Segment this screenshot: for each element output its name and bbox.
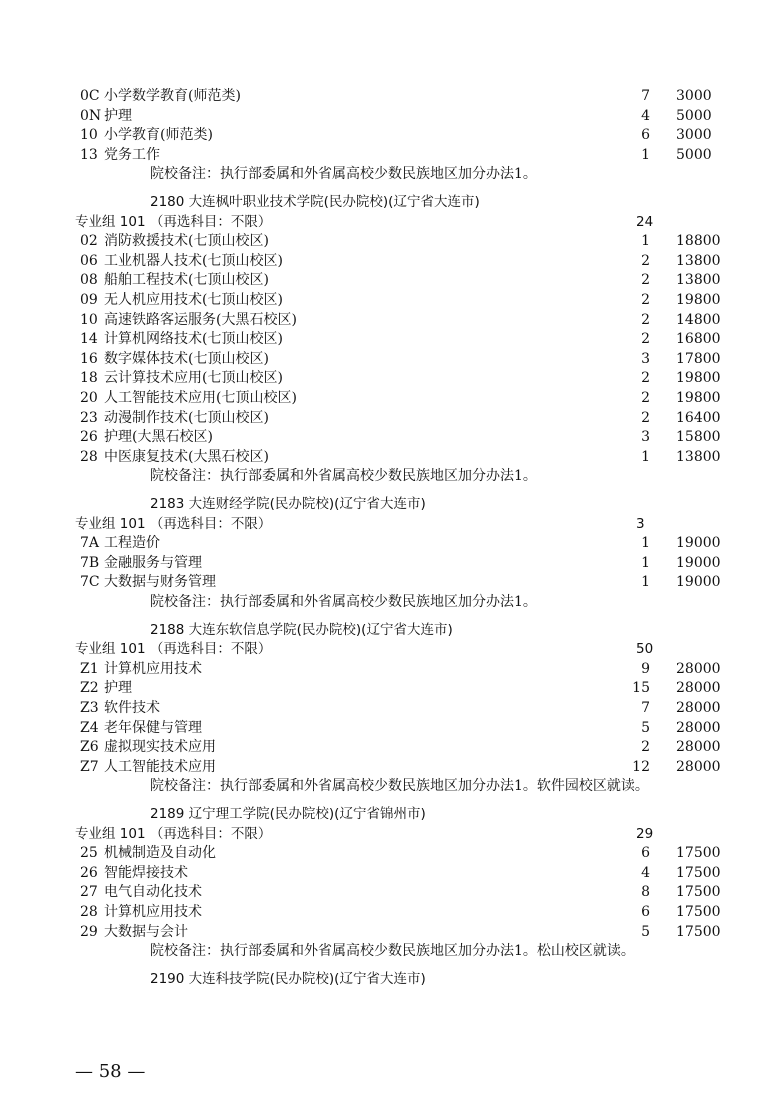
major-row (0, 349, 777, 369)
school-header-row (75, 192, 777, 212)
major-code: 14 (80, 331, 98, 348)
enrollment-count: 2 (641, 370, 650, 387)
school-title: 2190 大连科技学院(民办院校)(辽宁省大连市) (150, 970, 426, 987)
major-name: 护理 (104, 107, 132, 124)
enrollment-count: 9 (641, 660, 650, 677)
major-code: 28 (80, 448, 98, 465)
tuition-fee: 17500 (676, 864, 721, 881)
major-row (0, 843, 777, 863)
enrollment-count: 1 (641, 448, 650, 465)
major-name: 党务工作 (104, 146, 160, 163)
major-row (0, 388, 777, 408)
major-row (0, 922, 777, 942)
major-row (0, 659, 777, 679)
enrollment-count: 4 (641, 864, 650, 881)
major-code: 08 (80, 272, 98, 289)
major-name: 计算机应用技术 (104, 904, 202, 920)
enrollment-count: 3 (641, 350, 650, 367)
tuition-fee: 19000 (676, 554, 721, 571)
school-note-row (75, 941, 777, 961)
major-row (0, 329, 777, 349)
enrollment-count: 6 (641, 127, 650, 144)
major-code: 13 (80, 146, 98, 163)
major-group-label: 专业组 101 （再选科目：不限） (75, 641, 272, 658)
major-group-label: 专业组 101 （再选科目：不限） (75, 213, 272, 230)
major-code: 02 (80, 233, 98, 250)
page-number: — 58 — (75, 1061, 146, 1082)
major-code: 25 (80, 845, 98, 862)
enrollment-count: 5 (641, 719, 650, 736)
major-row (0, 106, 777, 126)
major-code: 10 (80, 311, 98, 328)
major-code: Z4 (80, 719, 99, 736)
enrollment-count: 8 (641, 884, 650, 901)
major-row (0, 678, 777, 698)
major-name: 护理(大黑石校区) (104, 429, 213, 446)
major-row (0, 902, 777, 922)
tuition-fee: 17500 (676, 923, 721, 940)
major-code: 27 (80, 884, 98, 901)
school-title: 2180 大连枫叶职业技术学院(民办院校)(辽宁省大连市) (150, 194, 480, 210)
major-code: Z1 (80, 660, 99, 677)
major-code: 0C (80, 88, 100, 104)
group-total: 3 (636, 515, 645, 532)
tuition-fee: 28000 (676, 660, 721, 677)
enrollment-count: 2 (641, 390, 650, 406)
major-name: 小学数学教育(师范类) (104, 88, 241, 104)
major-row (0, 737, 777, 757)
major-row (0, 270, 777, 290)
major-code: Z3 (80, 700, 99, 716)
enrollment-count: 1 (641, 574, 650, 591)
major-group-label: 专业组 101 （再选科目：不限） (75, 515, 272, 532)
major-row (0, 310, 777, 330)
major-name: 工程造价 (104, 535, 160, 552)
major-code: 10 (80, 127, 98, 144)
group-total: 24 (636, 213, 654, 230)
tuition-fee: 5000 (676, 146, 712, 163)
enrollment-count: 2 (641, 409, 650, 426)
major-code: 28 (80, 904, 98, 920)
major-code: 23 (80, 409, 98, 426)
major-row (0, 553, 777, 573)
tuition-fee: 28000 (676, 739, 721, 756)
tuition-fee: 3000 (676, 88, 712, 104)
major-row (0, 533, 777, 553)
major-name: 智能焊接技术 (104, 864, 188, 881)
major-row (0, 251, 777, 271)
major-name: 无人机应用技术(七顶山校区) (104, 292, 283, 308)
enrollment-count: 2 (641, 272, 650, 289)
school-note-row (75, 466, 777, 486)
tuition-fee: 14800 (676, 311, 721, 328)
major-row (0, 408, 777, 428)
major-code: 26 (80, 864, 98, 881)
enrollment-count: 1 (641, 146, 650, 163)
major-row (0, 718, 777, 738)
tuition-fee: 17800 (676, 350, 721, 367)
enrollment-count: 6 (641, 904, 650, 920)
enrollment-count: 15 (632, 680, 650, 697)
major-row (0, 231, 777, 251)
major-code: Z6 (80, 739, 99, 756)
tuition-fee: 15800 (676, 429, 721, 446)
school-note-row (75, 164, 777, 184)
major-row (0, 447, 777, 467)
major-name: 机械制造及自动化 (104, 845, 216, 862)
major-name: 电气自动化技术 (104, 884, 202, 901)
major-name: 软件技术 (104, 700, 160, 716)
major-name: 中医康复技术(大黑石校区) (104, 448, 269, 465)
major-name: 大数据与会计 (104, 923, 188, 940)
major-name: 计算机网络技术(七顶山校区) (104, 331, 283, 348)
major-code: 26 (80, 429, 98, 446)
major-code: 7B (80, 554, 100, 571)
major-code: Z7 (80, 758, 99, 775)
major-name: 虚拟现实技术应用 (104, 739, 216, 756)
major-name: 计算机应用技术 (104, 660, 202, 677)
major-code: 7C (80, 574, 100, 591)
school-note: 院校备注：执行部委属和外省属高校少数民族地区加分办法1。 (150, 594, 537, 610)
major-name: 高速铁路客运服务(大黑石校区) (104, 311, 297, 328)
group-total: 29 (636, 825, 654, 842)
enrollment-count: 7 (641, 700, 650, 716)
tuition-fee: 17500 (676, 845, 721, 862)
major-code: 29 (80, 923, 98, 940)
major-row (0, 882, 777, 902)
major-code: 7A (80, 535, 100, 552)
major-name: 大数据与财务管理 (104, 574, 216, 591)
tuition-fee: 17500 (676, 884, 721, 901)
major-name: 护理 (104, 680, 132, 697)
tuition-fee: 19800 (676, 292, 721, 308)
enrollment-count: 4 (641, 107, 650, 124)
enrollment-count: 3 (641, 429, 650, 446)
major-name: 小学教育(师范类) (104, 127, 213, 144)
school-header-row (75, 804, 777, 824)
enrollment-count: 7 (641, 88, 650, 104)
major-code: 0N (80, 107, 102, 124)
enrollment-count: 6 (641, 845, 650, 862)
major-code: 20 (80, 390, 98, 406)
major-group-row (0, 824, 777, 844)
tuition-fee: 16800 (676, 331, 721, 348)
major-name: 老年保健与管理 (104, 719, 202, 736)
school-note: 院校备注：执行部委属和外省属高校少数民族地区加分办法1。松山校区就读。 (150, 943, 635, 960)
school-note-row (75, 592, 777, 612)
major-code: Z2 (80, 680, 99, 697)
school-header-row (75, 969, 777, 989)
tuition-fee: 28000 (676, 758, 721, 775)
tuition-fee: 5000 (676, 107, 712, 124)
tuition-fee: 19000 (676, 574, 721, 591)
school-note: 院校备注：执行部委属和外省属高校少数民族地区加分办法1。 (150, 468, 537, 485)
tuition-fee: 17500 (676, 904, 721, 920)
major-code: 09 (80, 292, 98, 308)
tuition-fee: 28000 (676, 700, 721, 716)
enrollment-count: 2 (641, 292, 650, 308)
school-note-row (75, 776, 777, 796)
tuition-fee: 19800 (676, 390, 721, 406)
major-row (0, 290, 777, 310)
major-code: 16 (80, 350, 98, 367)
tuition-fee: 18800 (676, 233, 721, 250)
tuition-fee: 3000 (676, 127, 712, 144)
enrollment-count: 5 (641, 923, 650, 940)
major-name: 云计算技术应用(七顶山校区) (104, 370, 283, 387)
enrollment-count: 2 (641, 252, 650, 269)
enrollment-count: 1 (641, 554, 650, 571)
tuition-fee: 28000 (676, 719, 721, 736)
major-name: 船舶工程技术(七顶山校区) (104, 272, 269, 289)
major-name: 消防救援技术(七顶山校区) (104, 233, 269, 250)
major-row (0, 427, 777, 447)
tuition-fee: 19800 (676, 370, 721, 387)
major-row (0, 125, 777, 145)
major-row (0, 863, 777, 883)
group-total: 50 (636, 641, 654, 658)
major-name: 人工智能技术应用(七顶山校区) (104, 390, 297, 406)
enrollment-count: 2 (641, 739, 650, 756)
school-header-row (75, 494, 777, 514)
major-row (0, 145, 777, 165)
major-row (0, 368, 777, 388)
major-name: 动漫制作技术(七顶山校区) (104, 409, 269, 426)
major-group-row (0, 514, 777, 534)
school-note: 院校备注：执行部委属和外省属高校少数民族地区加分办法1。 (150, 166, 537, 183)
school-title: 2183 大连财经学院(民办院校)(辽宁省大连市) (150, 496, 426, 512)
school-title: 2189 辽宁理工学院(民办院校)(辽宁省锦州市) (150, 806, 426, 822)
tuition-fee: 13800 (676, 272, 721, 289)
tuition-fee: 19000 (676, 535, 721, 552)
major-group-row (0, 212, 777, 232)
tuition-fee: 13800 (676, 252, 721, 269)
major-group-label: 专业组 101 （再选科目：不限） (75, 825, 272, 842)
enrollment-count: 2 (641, 311, 650, 328)
major-name: 工业机器人技术(七顶山校区) (104, 252, 283, 269)
enrollment-count: 1 (641, 535, 650, 552)
tuition-fee: 16400 (676, 409, 721, 426)
major-row (0, 572, 777, 592)
school-title: 2188 大连东软信息学院(民办院校)(辽宁省大连市) (150, 621, 453, 638)
enrollment-count: 12 (632, 758, 650, 775)
enrollment-count: 1 (641, 233, 650, 250)
major-group-row (0, 639, 777, 659)
major-code: 18 (80, 370, 98, 387)
school-header-row (75, 620, 777, 640)
major-row (0, 757, 777, 777)
major-name: 人工智能技术应用 (104, 758, 216, 775)
major-code: 06 (80, 252, 98, 269)
major-name: 金融服务与管理 (104, 554, 202, 571)
major-row (0, 86, 777, 106)
enrollment-count: 2 (641, 331, 650, 348)
tuition-fee: 28000 (676, 680, 721, 697)
tuition-fee: 13800 (676, 448, 721, 465)
school-note: 院校备注：执行部委属和外省属高校少数民族地区加分办法1。软件园校区就读。 (150, 778, 649, 795)
major-row (0, 698, 777, 718)
major-name: 数字媒体技术(七顶山校区) (104, 350, 269, 367)
